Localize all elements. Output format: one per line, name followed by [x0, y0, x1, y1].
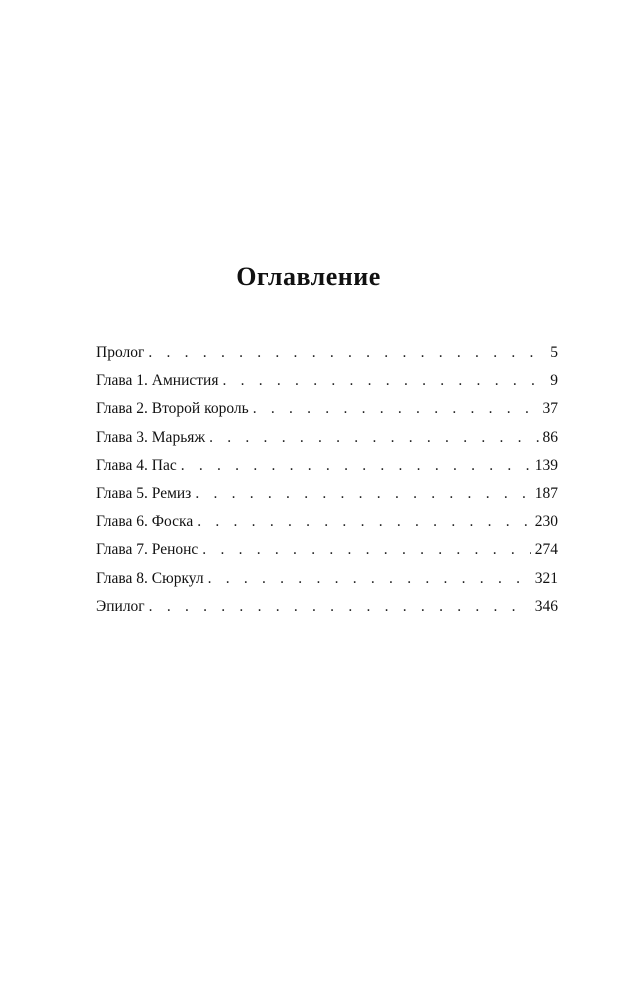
table-of-contents: [96, 344, 558, 626]
toc-entry[interactable]: [96, 485, 558, 513]
toc-leader-dots: [209, 429, 538, 447]
toc-entry[interactable]: [96, 598, 558, 626]
toc-entry-page: 139: [534, 456, 558, 474]
toc-entry-label: Глава 7. Ренонс: [96, 541, 199, 559]
toc-entry-page: 9: [550, 372, 558, 390]
toc-leader-dots: [149, 598, 531, 616]
toc-entry-label: Глава 3. Марьяж: [96, 428, 206, 446]
toc-leader-dots: [202, 541, 530, 559]
toc-entry-page: 346: [534, 597, 558, 615]
toc-entry-page: 321: [534, 569, 558, 587]
page-title: Оглавление: [236, 262, 381, 291]
toc-entry[interactable]: [96, 457, 558, 485]
toc-leader-dots: [195, 485, 530, 503]
toc-leader-dots: [253, 400, 539, 418]
toc-entry-label: Глава 5. Ремиз: [96, 484, 192, 502]
toc-entry-page: 86: [542, 428, 558, 446]
toc-entry[interactable]: [96, 570, 558, 598]
toc-entry-label: Пролог: [96, 344, 145, 361]
toc-entry-page: 274: [534, 541, 558, 559]
toc-entry-label: Эпилог: [96, 597, 145, 615]
toc-entry[interactable]: [96, 513, 558, 541]
toc-leader-dots: [222, 372, 546, 390]
toc-leader-dots: [148, 344, 546, 362]
toc-leader-dots: [197, 513, 531, 531]
toc-entry[interactable]: [96, 344, 558, 372]
toc-entry-page: 230: [534, 513, 558, 531]
toc-entry-page: 187: [534, 484, 558, 502]
toc-entry-page: 37: [542, 400, 558, 418]
toc-entry-label: Глава 1. Амнистия: [96, 372, 219, 390]
toc-entry[interactable]: [96, 400, 558, 428]
toc-entry-page: 5: [550, 344, 558, 361]
toc-entry-label: Глава 8. Сюркул: [96, 569, 204, 587]
toc-entry[interactable]: [96, 541, 558, 569]
toc-entry-label: Глава 6. Фоска: [96, 513, 194, 531]
toc-entry[interactable]: [96, 429, 558, 457]
toc-leader-dots: [208, 570, 531, 588]
toc-entry[interactable]: [96, 372, 558, 400]
toc-entry-label: Глава 2. Второй король: [96, 400, 249, 418]
toc-entry-label: Глава 4. Пас: [96, 456, 177, 474]
toc-leader-dots: [181, 457, 531, 475]
